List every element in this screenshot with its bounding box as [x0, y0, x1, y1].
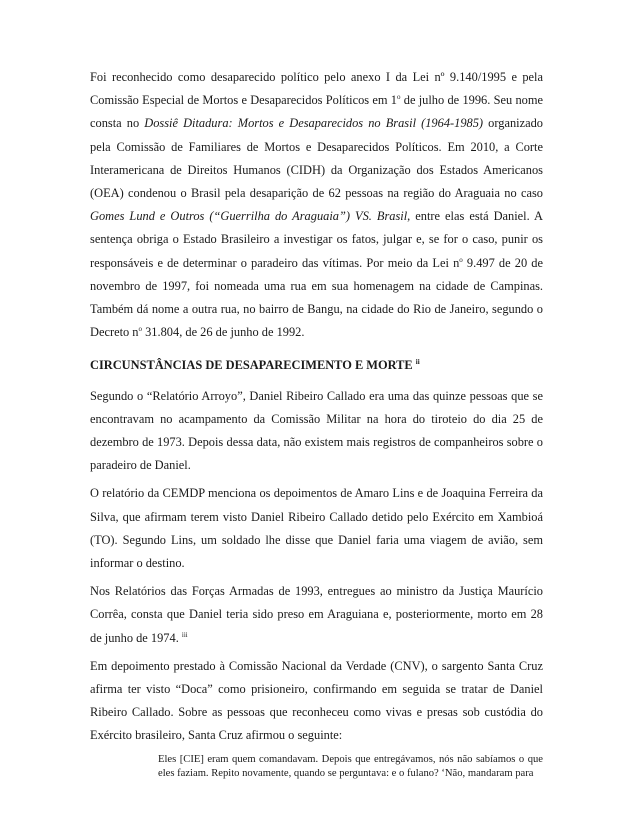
- document-page: [90, 66, 543, 781]
- endnote-marker-ii[interactable]: ii: [415, 358, 420, 367]
- paragraph-5: Em depoimento prestado à Comissão Nacional da Verdade (CNV), o sargento Santa Cruz afirma ter visto “Doca” como prisioneiro, confirmando em seguida se tratar de Daniel Ribeiro Callado. Sobre as pessoas que reconheceu como vivas e presas sob custódia do Exército brasileiro, Santa Cruz afirmou o seguinte:: [90, 658, 543, 743]
- section-heading: CIRCUNSTÂNCIAS DE DESAPARECIMENTO E MORTE $^{ii}$: [90, 358, 420, 373]
- paragraph-4: Nos Relatórios das Forças Armadas de 1993, entregues ao ministro da Justiça Maurício Corrêa, consta que Daniel teria sido preso em Araguiana e, posteriormente, morto em 28 de junho de 1974. $^{iii}$: [90, 584, 543, 645]
- endnote-marker-iii[interactable]: iii: [181, 630, 188, 639]
- paragraph-3: O relatório da CEMDP menciona os depoimentos de Amaro Lins e de Joaquina Ferreira da Silva, que afirmam terem visto Daniel Ribeiro Callado detido pelo Exército em Xambioá (TO). Segundo Lins, um soldado lhe disse que Daniel faria uma viagem de avião, sem informar o destino.: [90, 486, 543, 571]
- paragraph-1: Foi reconhecido como desaparecido político pelo anexo I da Lei nº 9.140/1995 e pela Comissão Especial de Mortos e Desaparecidos Políticos em 1$^o$ de julho de 1996. Seu nome consta no Dossiê Ditadura: Mortos e Desaparecidos no Brasil (1964-1985) organizado pela Comissão de Familiares de Mortos e Desaparecidos Políticos. Em 2010, a Corte Interamericana de Direitos Humanos (CIDH) da Organização dos Estados Americanos (OEA) condenou o Brasil pela desaparição de 62 pessoas na região do Araguaia no caso Gomes Lund e Outros (“Guerrilha do Araguaia”) VS. Brasil, entre elas está Daniel. A sentença obriga o Estado Brasileiro a investigar os fatos, julgar e, se for o caso, punir os responsáveis e de determinar o paradeiro das vítimas. Por meio da Lei $n^o$ 9.497 de 20 de novembro de 1997, foi nomeada uma rua em sua homenagem na cidade de Campinas. Também dá nome a outra rua, no bairro de Bangu, na cidade do Rio de Janeiro, segundo o Decreto $n^o$ 31.804, de 26 de junho de 1992.: [90, 70, 543, 340]
- paragraph-2: Segundo o “Relatório Arroyo”, Daniel Ribeiro Callado era uma das quinze pessoas que se encontravam no acampamento da Comissão Militar na hora do tiroteio do dia 25 de dezembro de 1973. Depois dessa data, não existem mais registros de companheiros sobre o paradeiro de Daniel.: [90, 388, 543, 473]
- block-quote: Eles [CIE] eram quem comandavam. Depois que entregávamos, nós não sabíamos o que eles faziam. Repito novamente, quando se perguntava: e o fulano? ‘Não, mandaram para: [158, 753, 543, 779]
